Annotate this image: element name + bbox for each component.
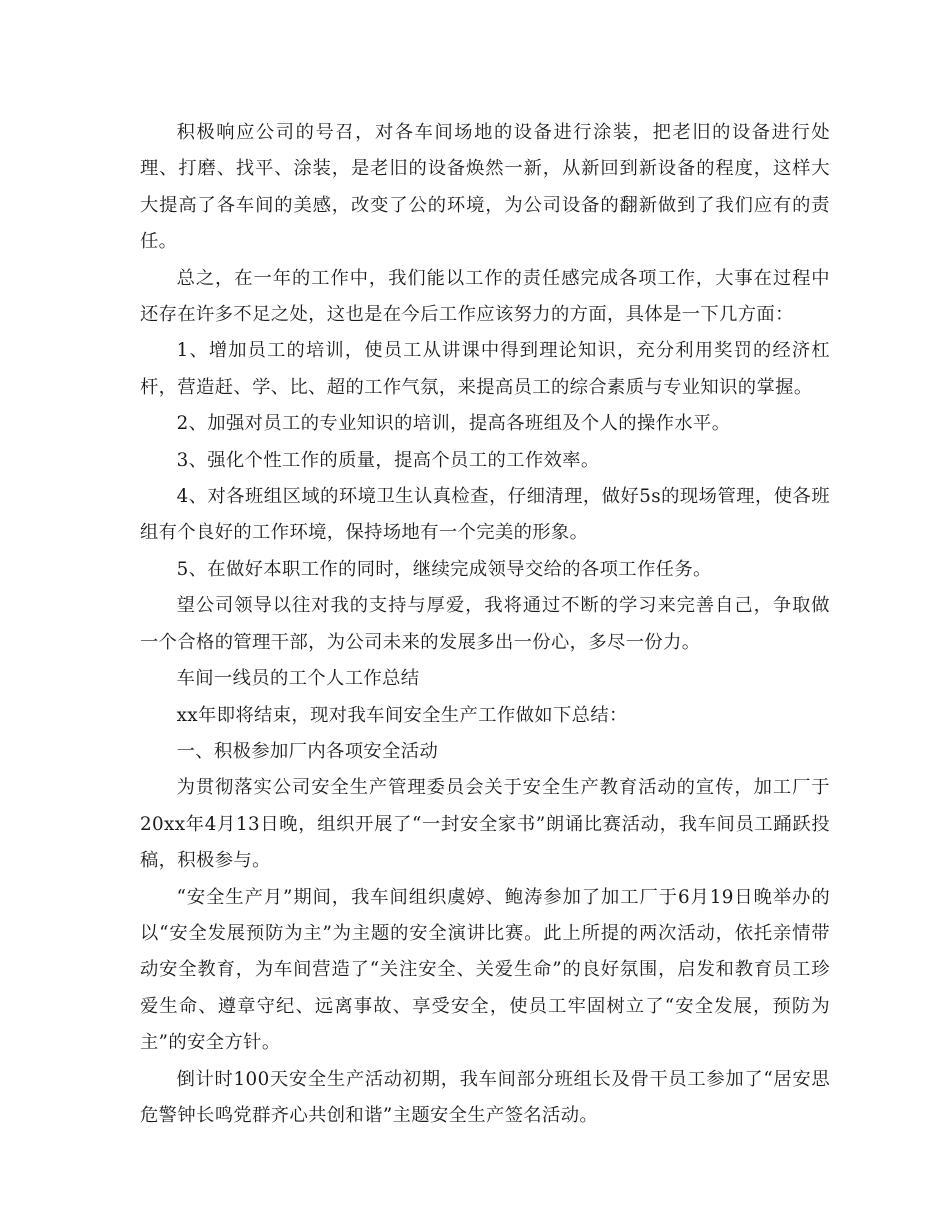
section-title-worker-summary: 车间一线员的工个人工作总结 [176, 668, 420, 690]
paragraph-equipment-painting: 积极响应公司的号召，对各车间场地的设备进行涂装，把老旧的设备进行处理、打磨、找平、涂装，是老旧的设备焕然一新，从新回到新设备的程度，这样大大提高了各车间的美感，改变了公的环境，为公司设备的翻新做到了我们应有的责任。 [140, 122, 830, 253]
paragraph-intro-safety: xx年即将结束，现对我车间安全生产工作做如下总结： [176, 704, 628, 726]
heading-safety-activities: 一、积极参加厂内各项安全活动 [176, 740, 439, 762]
document-body [140, 115, 830, 1134]
list-item-4-hygiene: 4、对各班组区域的环境卫生认真检查，仔细清理，做好5s的现场管理，使各班组有个良好的工作环境，保持场地有一个完美的形象。 [140, 486, 830, 544]
paragraph-family-letter-contest: 为贯彻落实公司安全生产管理委员会关于安全生产教育活动的宣传，加工厂于20xx年4月13日晚，组织开展了“一封安全家书”朗诵比赛活动，我车间员工踊跃投稿，积极参与。 [140, 777, 830, 872]
paragraph-summary-shortcomings: 总之，在一年的工作中，我们能以工作的责任感完成各项工作，大事在过程中还存在许多不足之处，这也是在今后工作应该努力的方面，具体是一下几方面： [140, 267, 830, 326]
paragraph-safety-month-speech: “安全生产月”期间，我车间组织虞婷、鲍涛参加了加工厂于6月19日晚举办的以“安全发展预防为主”为主题的安全演讲比赛。此上所提的两次活动，依托亲情带动安全教育，为车间营造了“关注安全、关爱生命”的良好氛围，启发和教育员工珍爱生命、遵章守纪、远离事故、享受安全，使员工牢固树立了“安全发展，预防为主”的安全方针。 [140, 886, 830, 1054]
list-item-3-quality: 3、强化个性工作的质量，提高个员工的工作效率。 [176, 449, 600, 471]
paragraph-countdown-signing: 倒计时100天安全生产活动初期，我车间部分班组长及骨干员工参加了“居安思危警钟长鸣党群齐心共创和谐”主题安全生产签名活动。 [140, 1068, 830, 1126]
list-item-2-skills: 2、加强对员工的专业知识的培训，提高各班组及个人的操作水平。 [176, 413, 731, 435]
paragraph-closing-wish: 望公司领导以往对我的支持与厚爱，我将通过不断的学习来完善自己，争取做一个合格的管理干部，为公司未来的发展多出一份心，多尽一份力。 [140, 595, 830, 653]
list-item-5-tasks: 5、在做好本职工作的同时，继续完成领导交给的各项工作任务。 [176, 558, 712, 580]
list-item-1-training: 1、增加员工的培训，使员工从讲课中得到理论知识，充分利用奖罚的经济杠杆，营造赶、学、比、超的工作气氛，来提高员工的综合素质与专业知识的掌握。 [140, 340, 830, 398]
